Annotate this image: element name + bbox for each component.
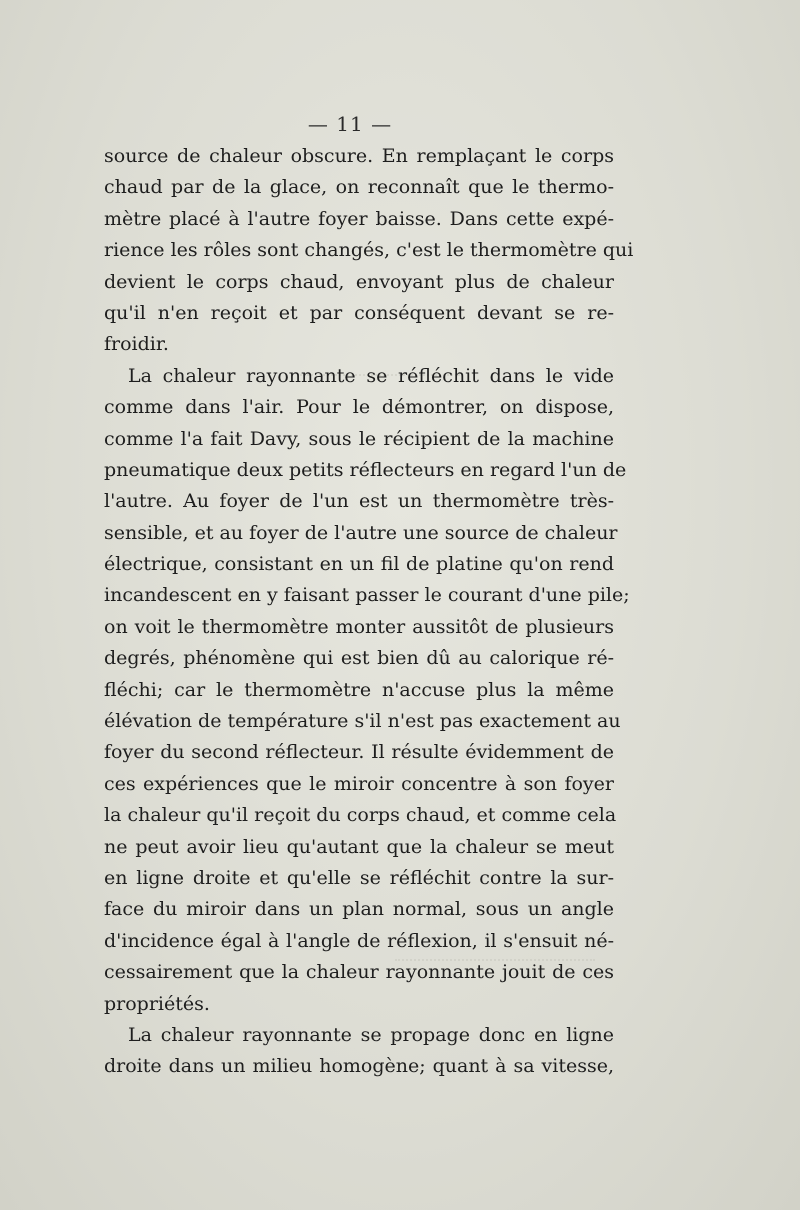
text-line: droite dans un milieu homogène; quant à sa vitesse, — [104, 1055, 614, 1078]
text-line: comme dans l'air. Pour le démontrer, on dispose, — [104, 396, 614, 419]
text-line: l'autre. Au foyer de l'un est un thermomètre très- — [104, 490, 614, 513]
text-line: électrique, consistant en un fil de platine qu'on rend — [104, 553, 614, 576]
text-line: cessairement que la chaleur rayonnante jouit de ces — [104, 961, 614, 984]
text-line: source de chaleur obscure. En remplaçant le corps — [104, 145, 614, 167]
text-line: La chaleur rayonnante se propage donc en ligne — [128, 1023, 614, 1046]
text-line: comme l'a fait Davy, sous le récipient de la machine — [104, 427, 614, 450]
body-text — [104, 141, 634, 1083]
text-line: incandescent en y faisant passer le courant d'une pile; — [104, 584, 630, 607]
text-line: rience les rôles sont changés, c'est le thermomètre qui — [104, 239, 634, 262]
text-line: pneumatique deux petits réflecteurs en regard l'un de — [104, 458, 627, 481]
text-line: chaud par de la glace, on reconnaît que le thermo- — [104, 176, 614, 199]
text-line: La chaleur rayonnante se réfléchit dans le vide — [128, 364, 614, 387]
text-line: mètre placé à l'autre foyer baisse. Dans cette expé- — [104, 207, 614, 230]
text-line: devient le corps chaud, envoyant plus de chaleur — [104, 270, 614, 293]
paragraph — [104, 1020, 614, 1083]
text-line: foyer du second réflecteur. Il résulte évidemment de — [104, 741, 614, 764]
text-line: en ligne droite et qu'elle se réfléchit contre la sur- — [104, 866, 614, 889]
text-line: élévation de température s'il n'est pas exactement au — [104, 710, 621, 733]
text-line: froidir. — [104, 333, 169, 356]
text-line: la chaleur qu'il reçoit du corps chaud, et comme cela — [104, 804, 617, 827]
text-line: ne peut avoir lieu qu'autant que la chaleur se meut — [104, 835, 614, 858]
text-line: degrés, phénomène qui est bien dû au calorique ré- — [104, 647, 614, 670]
text-line: d'incidence égal à l'angle de réflexion, il s'ensuit né- — [104, 929, 614, 952]
page-number: — 11 — — [307, 112, 393, 136]
paragraph — [104, 361, 630, 1020]
text-line: ces expériences que le miroir concentre à son foyer — [104, 772, 614, 795]
text-line: fléchi; car le thermomètre n'accuse plus la même — [104, 678, 614, 701]
paragraph — [104, 141, 634, 361]
text-line: qu'il n'en reçoit et par conséquent devant se re- — [104, 301, 614, 324]
text-line: propriétés. — [104, 992, 210, 1015]
text-line: face du miroir dans un plan normal, sous un angle — [104, 898, 614, 921]
text-line: on voit le thermomètre monter aussitôt de plusieurs — [104, 615, 614, 638]
text-line: sensible, et au foyer de l'autre une source de chaleur — [104, 521, 618, 544]
